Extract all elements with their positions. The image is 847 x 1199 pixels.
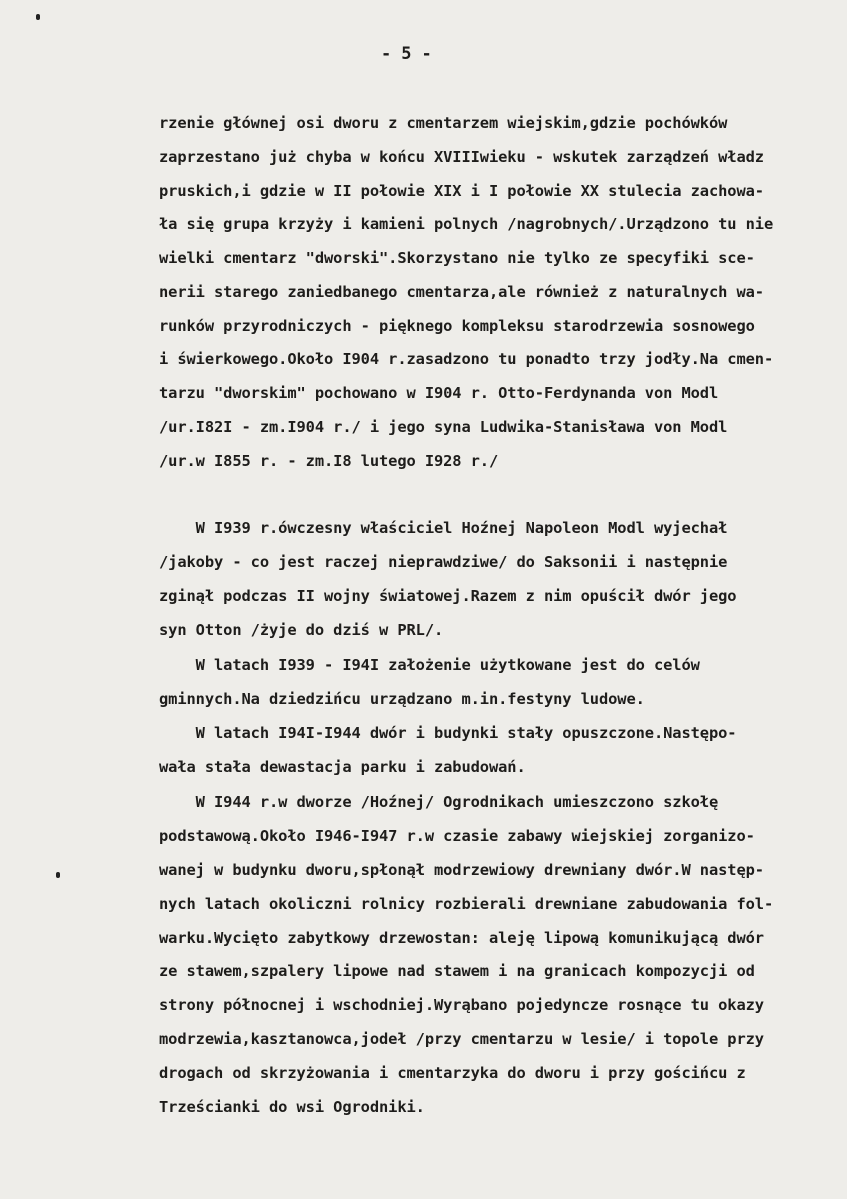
text-line: modrzewia,kasztanowca,jodeł /przy cmentarzu w lesie/ i topole przy: [159, 1030, 764, 1048]
text-line: strony północnej i wschodniej.Wyrąbano pojedyncze rosnące tu okazy: [159, 996, 764, 1014]
punch-hole-mark: [36, 14, 40, 20]
text-line: /jakoby - co jest raczej nieprawdziwe/ do Saksonii i następnie: [159, 553, 728, 571]
text-line: pruskich,i gdzie w II połowie XIX i I połowie XX stulecia zachowa-: [159, 182, 764, 200]
text-line: podstawową.Około I946-I947 r.w czasie zabawy wiejskiej zorganizo-: [159, 827, 755, 845]
text-line: /ur.w I855 r. - zm.I8 lutego I928 r./: [159, 452, 499, 470]
text-line: W I944 r.w dworze /Hoźnej/ Ogrodnikach umieszczono szkołę: [159, 793, 719, 811]
text-line: zginął podczas II wojny światowej.Razem z nim opuścił dwór jego: [159, 587, 737, 605]
text-line: W I939 r.ówczesny właściciel Hoźnej Napoleon Modl wyjechał: [159, 519, 728, 537]
text-line: /ur.I82I - zm.I904 r./ i jego syna Ludwika-Stanisława von Modl: [159, 418, 728, 436]
text-line: wielki cmentarz "dworski".Skorzystano nie tylko ze specyfiki sce-: [159, 249, 755, 267]
text-line: syn Otton /żyje do dziś w PRL/.: [159, 621, 444, 639]
text-line: tarzu "dworskim" pochowano w I904 r. Otto-Ferdynanda von Modl: [159, 384, 719, 402]
text-line: nych latach okoliczni rolnicy rozbierali drewniane zabudowania fol-: [159, 895, 774, 913]
text-line: runków przyrodniczych - pięknego kompleksu starodrzewia sosnowego: [159, 317, 755, 335]
text-line: warku.Wycięto zabytkowy drzewostan: aleję lipową komunikującą dwór: [159, 929, 764, 947]
text-line: rzenie głównej osi dworu z cmentarzem wiejskim,gdzie pochówków: [159, 114, 728, 132]
page-number: - 5 -: [381, 44, 432, 64]
text-line: gminnych.Na dziedzińcu urządzano m.in.festyny ludowe.: [159, 690, 645, 708]
punch-hole-mark: [56, 872, 60, 878]
text-line: W latach I939 - I94I założenie użytkowane jest do celów: [159, 656, 700, 674]
text-line: zaprzestano już chyba w końcu XVIIIwieku - wskutek zarządzeń władz: [159, 148, 764, 166]
text-line: i świerkowego.Około I904 r.zasadzono tu ponadto trzy jodły.Na cmen-: [159, 350, 774, 368]
text-line: W latach I94I-I944 dwór i budynki stały opuszczone.Następo-: [159, 724, 737, 742]
text-line: wała stała dewastacja parku i zabudowań.: [159, 758, 526, 776]
text-line: ze stawem,szpalery lipowe nad stawem i na granicach kompozycji od: [159, 962, 755, 980]
text-line: Trześcianki do wsi Ogrodniki.: [159, 1098, 425, 1116]
text-line: wanej w budynku dworu,spłonął modrzewiowy drewniany dwór.W następ-: [159, 861, 764, 879]
text-line: ła się grupa krzyży i kamieni polnych /nagrobnych/.Urządzono tu nie: [159, 215, 774, 233]
text-line: nerii starego zaniedbanego cmentarza,ale również z naturalnych wa-: [159, 283, 764, 301]
text-line: drogach od skrzyżowania i cmentarzyka do dworu i przy gościńcu z: [159, 1064, 746, 1082]
